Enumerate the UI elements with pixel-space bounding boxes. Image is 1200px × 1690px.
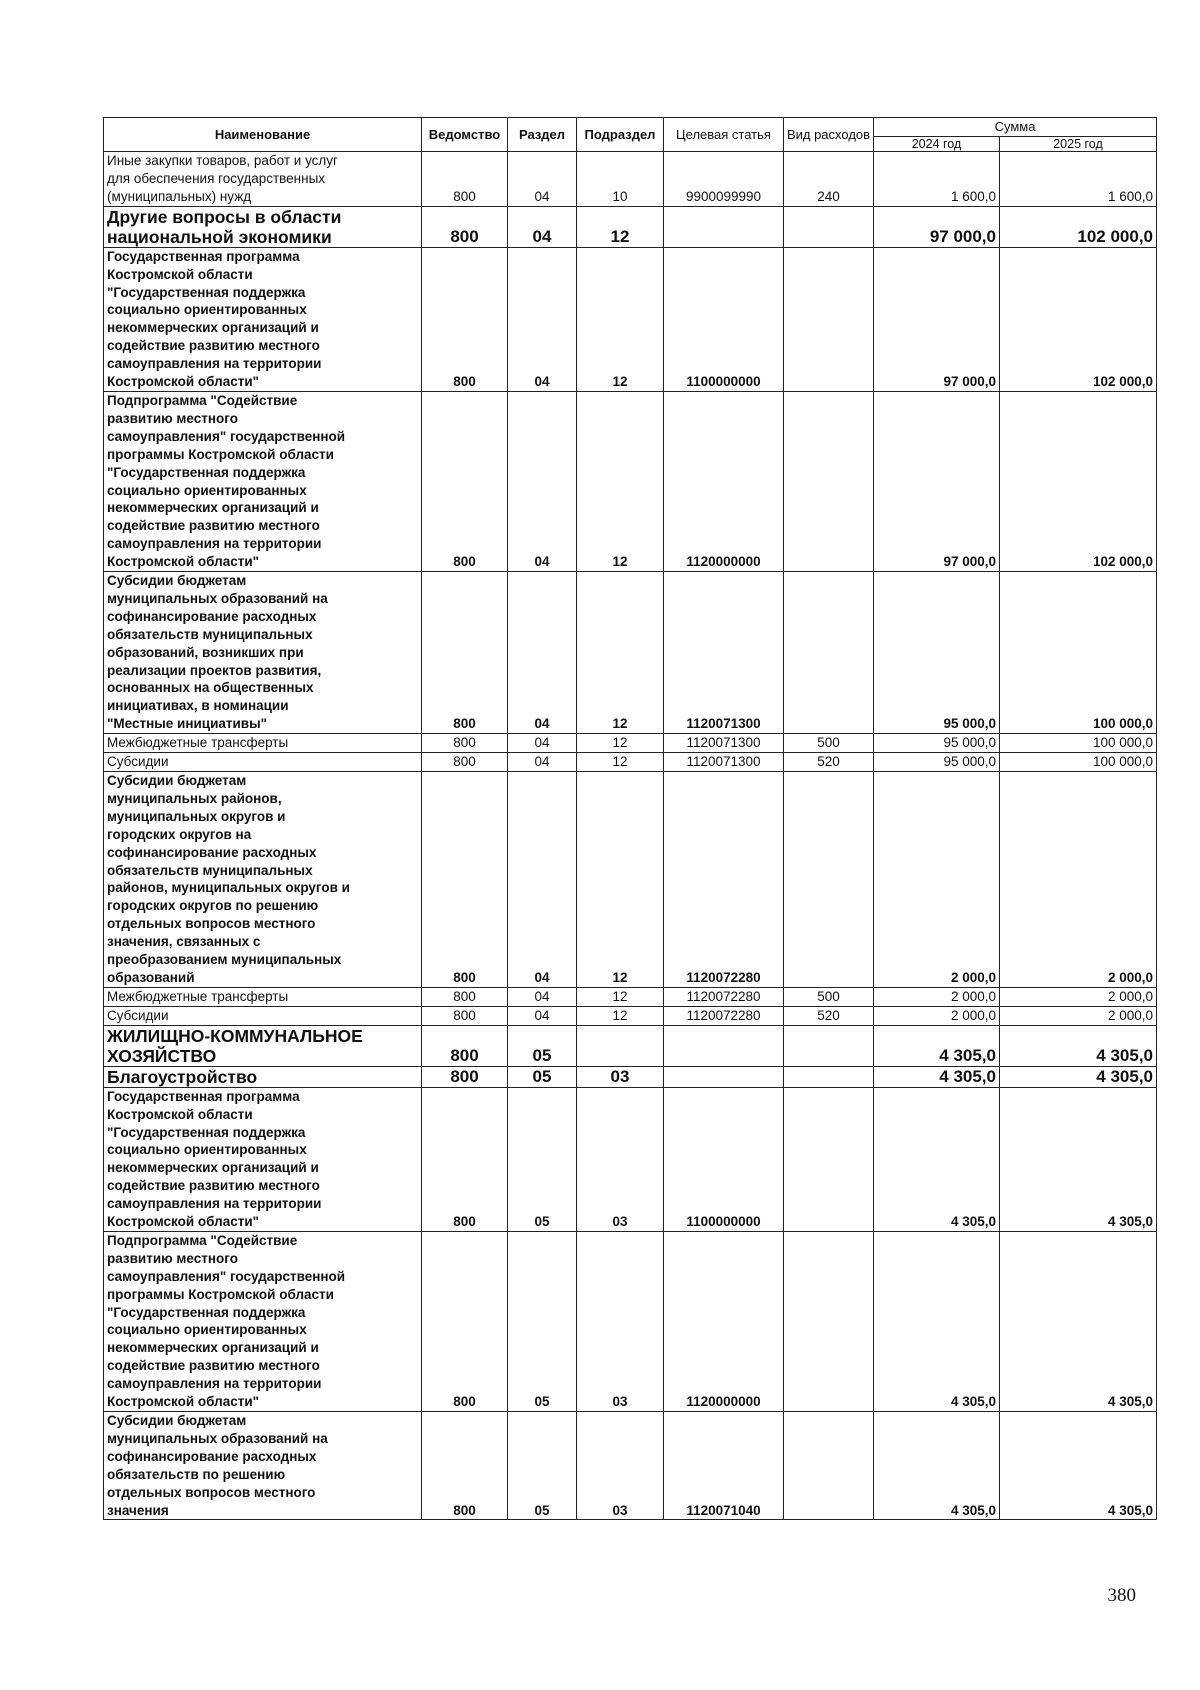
cell-subsection: 12 xyxy=(577,572,664,734)
cell-sum-2025: 4 305,0 xyxy=(1000,1231,1157,1411)
cell-department: 800 xyxy=(422,772,508,988)
cell-expense-type xyxy=(784,772,874,988)
table-row xyxy=(104,247,1157,391)
cell-expense-type xyxy=(784,1025,874,1066)
cell-section: 04 xyxy=(508,152,577,207)
header-sum: Сумма xyxy=(874,118,1157,137)
cell-department: 800 xyxy=(422,247,508,391)
header-name: Наименование xyxy=(104,118,422,152)
cell-sum-2024: 2 000,0 xyxy=(874,987,1000,1006)
header-department: Ведомство xyxy=(422,118,508,152)
cell-department: 800 xyxy=(422,1006,508,1025)
cell-sum-2024: 95 000,0 xyxy=(874,753,1000,772)
header-year-2025: 2025 год xyxy=(1000,137,1157,152)
cell-section: 05 xyxy=(508,1231,577,1411)
cell-target-article: 1120071300 xyxy=(664,753,784,772)
cell-sum-2025: 2 000,0 xyxy=(1000,987,1157,1006)
cell-section: 05 xyxy=(508,1025,577,1066)
cell-expense-type xyxy=(784,1231,874,1411)
cell-target-article: 1120000000 xyxy=(664,391,784,571)
cell-sum-2024: 4 305,0 xyxy=(874,1087,1000,1231)
cell-sum-2025: 4 305,0 xyxy=(1000,1087,1157,1231)
cell-expense-type: 500 xyxy=(784,987,874,1006)
cell-department: 800 xyxy=(422,1066,508,1087)
cell-sum-2025: 1 600,0 xyxy=(1000,152,1157,207)
cell-name: Субсидии бюджетам муниципальных районов, муниципальных округов и городских округов на софинансирование расходных обязательств муниципальных районов, муниципальных округов и городских округов по решению отдельных вопросов местного значения, связанных с преобразованием муниципальных образований xyxy=(104,772,422,988)
header-section: Раздел xyxy=(508,118,577,152)
cell-subsection: 03 xyxy=(577,1412,664,1520)
table-row xyxy=(104,391,1157,571)
header-expense-type: Вид расходов xyxy=(784,118,874,152)
table-row xyxy=(104,987,1157,1006)
cell-subsection: 03 xyxy=(577,1231,664,1411)
cell-expense-type: 500 xyxy=(784,734,874,753)
cell-sum-2024: 4 305,0 xyxy=(874,1025,1000,1066)
cell-target-article: 1120000000 xyxy=(664,1231,784,1411)
cell-target-article: 1120072280 xyxy=(664,772,784,988)
cell-name: Благоустройство xyxy=(104,1066,422,1087)
page-number: 380 xyxy=(1107,1585,1136,1606)
cell-subsection: 12 xyxy=(577,987,664,1006)
cell-sum-2024: 2 000,0 xyxy=(874,1006,1000,1025)
cell-section: 04 xyxy=(508,734,577,753)
table-body xyxy=(104,152,1157,1520)
table-row xyxy=(104,572,1157,734)
cell-name: Государственная программа Костромской области "Государственная поддержка социально ориентированных некоммерческих организаций и содействие развитию местного самоуправления на территории Костромской области" xyxy=(104,1087,422,1231)
cell-expense-type xyxy=(784,206,874,247)
cell-name: ЖИЛИЩНО-КОММУНАЛЬНОЕ ХОЗЯЙСТВО xyxy=(104,1025,422,1066)
cell-name: Субсидии xyxy=(104,753,422,772)
cell-name: Межбюджетные трансферты xyxy=(104,734,422,753)
cell-name: Субсидии бюджетам муниципальных образований на софинансирование расходных обязательств по решению отдельных вопросов местного значения xyxy=(104,1412,422,1520)
cell-subsection: 03 xyxy=(577,1066,664,1087)
cell-sum-2024: 97 000,0 xyxy=(874,206,1000,247)
cell-sum-2025: 4 305,0 xyxy=(1000,1412,1157,1520)
cell-sum-2025: 100 000,0 xyxy=(1000,734,1157,753)
cell-subsection: 12 xyxy=(577,247,664,391)
table-row xyxy=(104,1087,1157,1231)
cell-sum-2025: 102 000,0 xyxy=(1000,206,1157,247)
cell-section: 04 xyxy=(508,247,577,391)
cell-sum-2025: 100 000,0 xyxy=(1000,753,1157,772)
cell-department: 800 xyxy=(422,152,508,207)
table-row xyxy=(104,753,1157,772)
cell-department: 800 xyxy=(422,987,508,1006)
cell-section: 05 xyxy=(508,1066,577,1087)
cell-expense-type xyxy=(784,1412,874,1520)
cell-name: Государственная программа Костромской области "Государственная поддержка социально ориентированных некоммерческих организаций и содействие развитию местного самоуправления на территории Костромской области" xyxy=(104,247,422,391)
cell-section: 04 xyxy=(508,206,577,247)
cell-section: 05 xyxy=(508,1412,577,1520)
table-row xyxy=(104,772,1157,988)
cell-sum-2024: 97 000,0 xyxy=(874,391,1000,571)
cell-sum-2024: 4 305,0 xyxy=(874,1412,1000,1520)
cell-section: 04 xyxy=(508,572,577,734)
cell-department: 800 xyxy=(422,1087,508,1231)
cell-sum-2024: 95 000,0 xyxy=(874,572,1000,734)
cell-section: 04 xyxy=(508,772,577,988)
cell-sum-2025: 102 000,0 xyxy=(1000,391,1157,571)
cell-subsection: 12 xyxy=(577,772,664,988)
cell-sum-2024: 2 000,0 xyxy=(874,772,1000,988)
cell-department: 800 xyxy=(422,206,508,247)
cell-expense-type xyxy=(784,391,874,571)
cell-expense-type xyxy=(784,247,874,391)
cell-expense-type xyxy=(784,572,874,734)
cell-expense-type: 520 xyxy=(784,753,874,772)
table-row xyxy=(104,206,1157,247)
cell-department: 800 xyxy=(422,734,508,753)
cell-name: Другие вопросы в области национальной экономики xyxy=(104,206,422,247)
cell-subsection: 12 xyxy=(577,734,664,753)
table-row xyxy=(104,1231,1157,1411)
cell-department: 800 xyxy=(422,572,508,734)
table-row xyxy=(104,1006,1157,1025)
cell-subsection: 12 xyxy=(577,391,664,571)
cell-department: 800 xyxy=(422,753,508,772)
cell-section: 05 xyxy=(508,1087,577,1231)
cell-sum-2025: 2 000,0 xyxy=(1000,1006,1157,1025)
cell-target-article: 1120071040 xyxy=(664,1412,784,1520)
cell-target-article: 1120071300 xyxy=(664,734,784,753)
cell-name: Межбюджетные трансферты xyxy=(104,987,422,1006)
cell-expense-type xyxy=(784,1066,874,1087)
cell-expense-type: 240 xyxy=(784,152,874,207)
budget-table xyxy=(103,117,1157,1520)
cell-target-article: 1100000000 xyxy=(664,1087,784,1231)
cell-section: 04 xyxy=(508,1006,577,1025)
cell-section: 04 xyxy=(508,391,577,571)
cell-sum-2024: 4 305,0 xyxy=(874,1231,1000,1411)
table-row xyxy=(104,734,1157,753)
cell-name: Субсидии бюджетам муниципальных образований на софинансирование расходных обязательств муниципальных образований, возникших при реализации проектов развития, основанных на общественных инициативах, в номинации "Местные инициативы" xyxy=(104,572,422,734)
header-target-article: Целевая статья xyxy=(664,118,784,152)
cell-department: 800 xyxy=(422,1231,508,1411)
cell-sum-2025: 2 000,0 xyxy=(1000,772,1157,988)
cell-target-article: 1120072280 xyxy=(664,987,784,1006)
cell-subsection: 12 xyxy=(577,206,664,247)
table-header xyxy=(104,118,1157,152)
cell-department: 800 xyxy=(422,1025,508,1066)
header-subsection: Подраздел xyxy=(577,118,664,152)
cell-expense-type: 520 xyxy=(784,1006,874,1025)
cell-subsection: 12 xyxy=(577,1006,664,1025)
cell-sum-2025: 102 000,0 xyxy=(1000,247,1157,391)
cell-subsection: 12 xyxy=(577,753,664,772)
cell-name: Подпрограмма "Содействие развитию местного самоуправления" государственной программы Костромской области "Государственная поддержка социально ориентированных некоммерческих организаций и содействие развитию местного самоуправления на территории Костромской области" xyxy=(104,1231,422,1411)
cell-sum-2024: 4 305,0 xyxy=(874,1066,1000,1087)
cell-section: 04 xyxy=(508,987,577,1006)
cell-subsection xyxy=(577,1025,664,1066)
cell-target-article xyxy=(664,206,784,247)
cell-expense-type xyxy=(784,1087,874,1231)
cell-section: 04 xyxy=(508,753,577,772)
cell-subsection: 03 xyxy=(577,1087,664,1231)
cell-name: Подпрограмма "Содействие развитию местного самоуправления" государственной программы Костромской области "Государственная поддержка социально ориентированных некоммерческих организаций и содействие развитию местного самоуправления на территории Костромской области" xyxy=(104,391,422,571)
cell-target-article: 1120072280 xyxy=(664,1006,784,1025)
cell-target-article: 1100000000 xyxy=(664,247,784,391)
table-row xyxy=(104,1066,1157,1087)
cell-sum-2025: 4 305,0 xyxy=(1000,1066,1157,1087)
cell-subsection: 10 xyxy=(577,152,664,207)
cell-sum-2025: 4 305,0 xyxy=(1000,1025,1157,1066)
cell-target-article: 1120071300 xyxy=(664,572,784,734)
cell-name: Субсидии xyxy=(104,1006,422,1025)
cell-sum-2024: 97 000,0 xyxy=(874,247,1000,391)
cell-department: 800 xyxy=(422,1412,508,1520)
cell-sum-2025: 100 000,0 xyxy=(1000,572,1157,734)
table-row xyxy=(104,1025,1157,1066)
header-year-2024: 2024 год xyxy=(874,137,1000,152)
cell-sum-2024: 95 000,0 xyxy=(874,734,1000,753)
cell-department: 800 xyxy=(422,391,508,571)
cell-sum-2024: 1 600,0 xyxy=(874,152,1000,207)
table-row xyxy=(104,1412,1157,1520)
table-row xyxy=(104,152,1157,207)
cell-name: Иные закупки товаров, работ и услуг для обеспечения государственных (муниципальных) нужд xyxy=(104,152,422,207)
cell-target-article: 9900099990 xyxy=(664,152,784,207)
cell-target-article xyxy=(664,1066,784,1087)
cell-target-article xyxy=(664,1025,784,1066)
